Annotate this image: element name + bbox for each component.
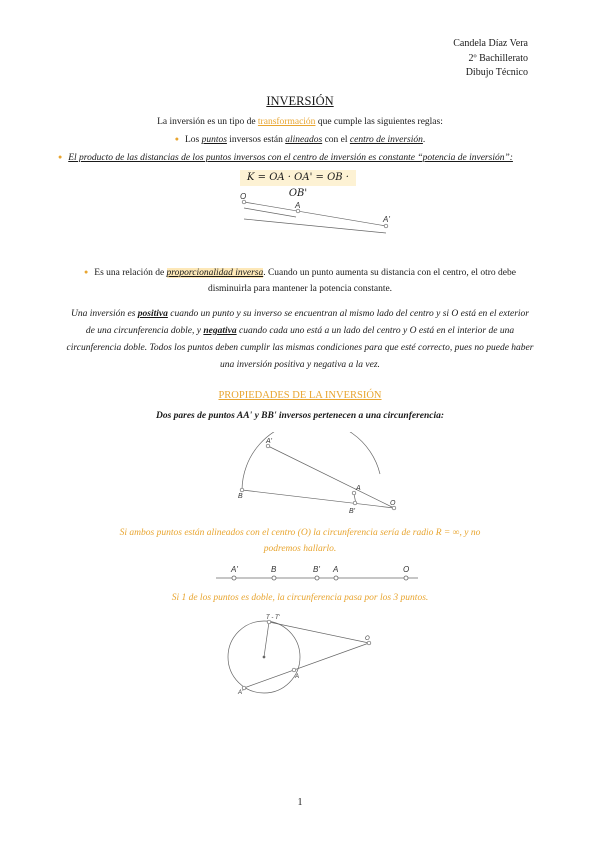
aligned-note-line-1: Si ambos puntos están alineados con el centro (O) la circunferencia sería de radio R = ∞, y no bbox=[119, 528, 481, 538]
figure-circle-two-pairs bbox=[232, 432, 402, 522]
document-header bbox=[453, 37, 528, 81]
negativa-term: negativa bbox=[203, 326, 237, 336]
positiva-term: positiva bbox=[137, 309, 168, 319]
figure-double-point bbox=[226, 612, 386, 696]
properties-title: PROPIEDADES DE LA INVERSIÓN bbox=[218, 390, 382, 401]
para-line-1 bbox=[40, 306, 560, 323]
aligned-note-line-2: podremos hallarlo. bbox=[263, 544, 337, 554]
fig1-label-o: O bbox=[240, 192, 247, 201]
para-line-3: circunferencia doble. Todos los puntos deben cumplir las mismas condiciones para que esté correcto, pues no puede haber bbox=[66, 343, 534, 353]
rule-3-text-end: . Cuando un punto aumenta su distancia con el centro, el otro debe bbox=[263, 268, 516, 278]
para-text: Una inversión es bbox=[71, 309, 138, 319]
para-text: cuando un punto y su inverso se encuentran al mismo lado del centro y si O está en el exterior bbox=[167, 309, 529, 319]
positive-negative-paragraph bbox=[40, 306, 560, 374]
fig2-label-b-prime: B' bbox=[349, 508, 356, 515]
figure-aligned-points bbox=[212, 563, 422, 587]
rule-2-text: El producto de las distancias de los puntos inversos con el centro de inversión es constante “potencia de inversión”: bbox=[68, 153, 513, 163]
fig3-label: B bbox=[271, 565, 277, 574]
fig4-center bbox=[263, 656, 265, 658]
puntos-term: puntos bbox=[201, 135, 227, 145]
para-line-2 bbox=[40, 323, 560, 340]
intro-text-end: que cumple las siguientes reglas: bbox=[315, 117, 443, 127]
page-title: INVERSIÓN bbox=[266, 94, 334, 108]
power-formula: K = OA · OA' = OB · OB' bbox=[240, 170, 356, 186]
fig2-line-a bbox=[268, 446, 394, 508]
fig1-point-a-prime bbox=[384, 224, 388, 228]
fig2-point-b bbox=[240, 488, 244, 492]
rule-1-text: Los bbox=[184, 135, 202, 145]
fig1-label-a-prime: A' bbox=[383, 215, 390, 224]
bullet-icon: ● bbox=[58, 153, 63, 161]
fig1-label-a: A bbox=[295, 201, 301, 210]
fig4-label-o: O bbox=[365, 636, 370, 642]
rule-1 bbox=[0, 135, 600, 145]
bullet-icon: ● bbox=[84, 268, 89, 276]
double-point-note: Si 1 de los puntos es doble, la circunferencia pasa por los 3 puntos. bbox=[171, 593, 429, 603]
course-name: 2º Bachillerato bbox=[468, 52, 528, 64]
fig2-arc bbox=[242, 432, 380, 490]
bullet-icon: ● bbox=[174, 135, 179, 143]
aligned-note bbox=[0, 525, 600, 557]
fig3-label: A bbox=[333, 565, 339, 574]
centro-term: centro de inversión bbox=[349, 135, 423, 145]
fig4-label-t: T - T' bbox=[266, 615, 280, 621]
para-text: de una circunferencia doble, y bbox=[85, 326, 204, 336]
fig4-line-a bbox=[244, 643, 369, 688]
rule-1-text-c: con el bbox=[322, 135, 350, 145]
rule-3-text: Es una relación de bbox=[94, 268, 167, 278]
fig3-point bbox=[272, 576, 276, 580]
fig3-label: O bbox=[403, 565, 410, 574]
fig2-label-a-prime: A' bbox=[266, 438, 273, 445]
fig4-tangent-t bbox=[269, 622, 369, 643]
fig2-label-a: A bbox=[356, 485, 361, 492]
page-number: 1 bbox=[297, 797, 303, 808]
rule-3-line-1 bbox=[0, 264, 600, 281]
transformacion-term: transformación bbox=[257, 117, 316, 127]
fig1-main-line bbox=[244, 202, 386, 226]
intro-text: La inversión es un tipo de bbox=[157, 117, 258, 127]
para-line-4: una inversión positiva y negativa a la vez. bbox=[220, 360, 380, 370]
fig4-radius bbox=[264, 622, 269, 657]
alineados-term: alineados bbox=[285, 135, 323, 145]
fig1-distance-oa-prime bbox=[244, 219, 386, 233]
fig3-point bbox=[315, 576, 319, 580]
fig2-label-b: B bbox=[238, 493, 243, 500]
fig4-point-a bbox=[292, 668, 296, 672]
fig4-label-a-prime: A' bbox=[238, 690, 244, 696]
fig2-point-b-prime bbox=[353, 501, 357, 505]
property-1: Dos pares de puntos AA' y BB' inversos pertenecen a una circunferencia: bbox=[155, 411, 445, 421]
proporcionalidad-term: proporcionalidad inversa bbox=[166, 268, 264, 278]
subject-name: Dibujo Técnico bbox=[465, 67, 528, 78]
author-name: Candela Díaz Vera bbox=[453, 38, 528, 49]
fig3-point bbox=[404, 576, 408, 580]
rule-2 bbox=[58, 153, 578, 163]
rule-3-line-2: disminuirla para mantener la potencia constante. bbox=[207, 284, 393, 294]
figure-inverse-points bbox=[236, 192, 406, 240]
fig3-point bbox=[232, 576, 236, 580]
rule-1-text-d: . bbox=[422, 135, 426, 145]
fig4-label-a: A bbox=[295, 674, 300, 680]
fig3-label: A' bbox=[231, 565, 238, 574]
rule-3 bbox=[0, 264, 600, 297]
rule-1-text-b: inversos están bbox=[226, 135, 286, 145]
fig3-point bbox=[334, 576, 338, 580]
fig3-label: B' bbox=[313, 565, 320, 574]
para-text: cuando cada uno está a un lado del centro y O está en el interior de una bbox=[236, 326, 515, 336]
fig2-line-b bbox=[242, 490, 394, 508]
intro-line bbox=[0, 117, 600, 127]
fig2-label-o: O bbox=[390, 500, 396, 507]
